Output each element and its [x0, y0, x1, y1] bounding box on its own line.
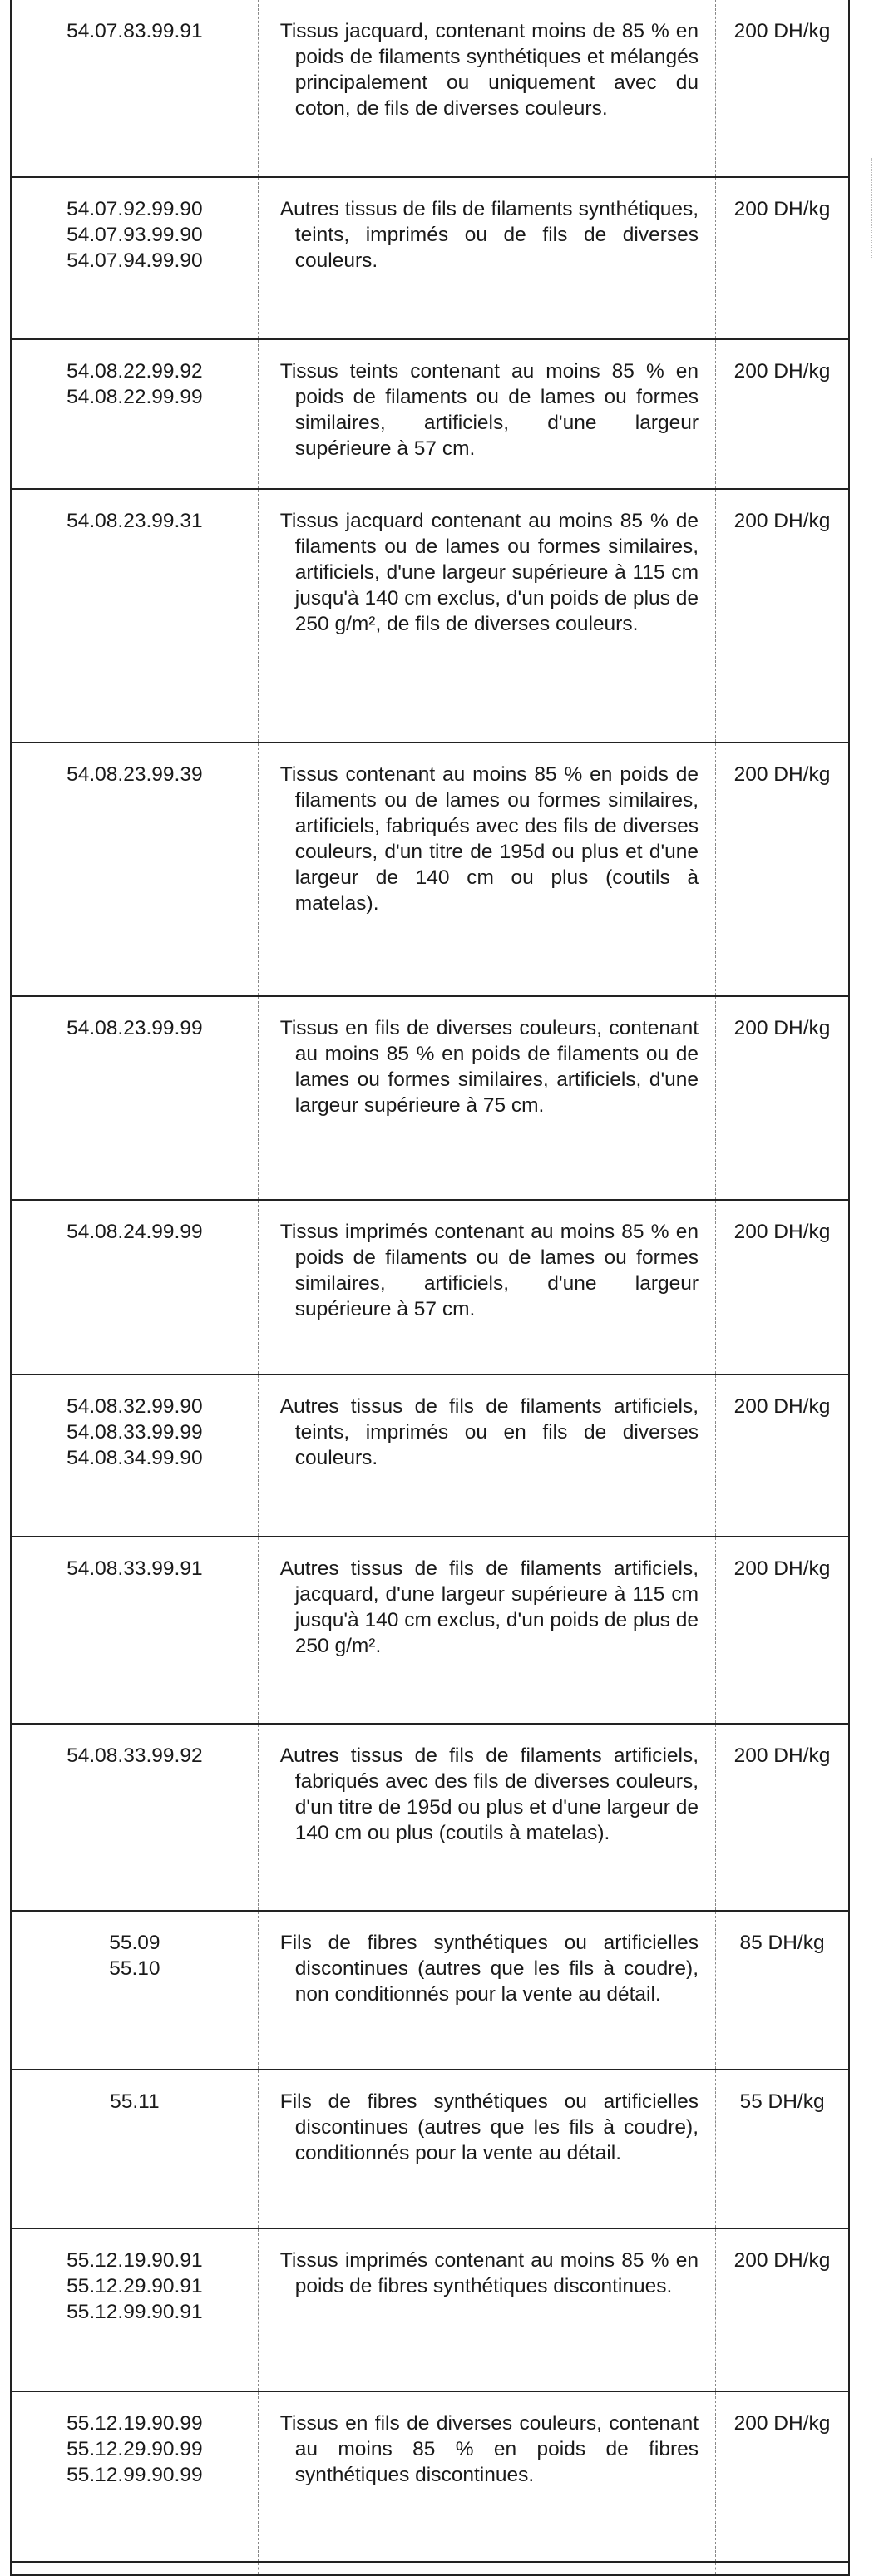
tariff-code-cell — [11, 1200, 258, 1374]
tariff-rate: 200 DH/kg — [733, 510, 831, 532]
tariff-description-cell — [258, 177, 715, 339]
tariff-rate: 200 DH/kg — [733, 2412, 831, 2435]
tariff-table-body — [11, 0, 849, 2575]
tariff-rate-cell — [716, 1724, 849, 1911]
tariff-rate: 200 DH/kg — [733, 1557, 831, 1580]
tariff-code: 55.12.29.90.99 — [67, 2438, 203, 2460]
tariff-code-cell — [11, 2228, 258, 2391]
tariff-code-cell — [11, 1911, 258, 2070]
tariff-code: 54.08.23.99.39 — [67, 763, 203, 786]
tariff-rate-cell — [716, 1911, 849, 2070]
tariff-description: Tissus imprimés contenant au moins 85 % en poids de filaments ou de lames ou formes similaires, artificiels, d'une largeur supérieure à 57 cm. — [279, 1221, 699, 1320]
tariff-code: 54.08.32.99.90 — [67, 1395, 203, 1418]
tariff-code: 54.08.23.99.99 — [67, 1017, 203, 1039]
tariff-description-cell — [258, 1374, 715, 1537]
tariff-code: 54.08.33.99.91 — [67, 1557, 203, 1580]
tariff-rate: 200 DH/kg — [733, 2249, 831, 2272]
tariff-code-cell — [11, 1374, 258, 1537]
tariff-description: Tissus en fils de diverses couleurs, contenant au moins 85 % en poids de filaments ou de lames ou formes similaires, artificiels, d'une largeur supérieure à 75 cm. — [279, 1017, 699, 1117]
tariff-rate: 200 DH/kg — [733, 198, 831, 220]
tariff-table — [10, 0, 850, 2576]
tariff-code: 54.07.92.99.90 — [67, 198, 203, 220]
tariff-page — [10, 0, 850, 2486]
tariff-partial-cell — [258, 2562, 715, 2575]
tariff-code: 54.07.94.99.90 — [67, 249, 203, 272]
tariff-row — [11, 339, 849, 489]
tariff-description: Autres tissus de fils de filaments artificiels, jacquard, d'une largeur supérieure à 115 cm jusqu'à 140 cm exclus, d'un poids de plus de 250 g/m². — [279, 1557, 699, 1657]
tariff-code: 54.07.83.99.91 — [67, 20, 203, 42]
tariff-rate: 85 DH/kg — [739, 1932, 825, 1954]
tariff-rate-cell — [716, 1200, 849, 1374]
tariff-description: Autres tissus de fils de filaments synthétiques, teints, imprimés ou de fils de diverses couleurs. — [279, 198, 699, 272]
tariff-description-cell — [258, 996, 715, 1200]
tariff-code: 54.08.22.99.92 — [67, 360, 203, 382]
tariff-rate-cell — [716, 177, 849, 339]
tariff-rate-cell — [716, 2228, 849, 2391]
tariff-code: 55.12.19.90.99 — [67, 2412, 203, 2435]
tariff-code: 55.09 — [109, 1932, 160, 1954]
tariff-rate: 200 DH/kg — [733, 1221, 831, 1243]
tariff-description-cell — [258, 0, 715, 177]
tariff-rate-cell — [716, 1374, 849, 1537]
tariff-code-cell — [11, 177, 258, 339]
tariff-row — [11, 1374, 849, 1537]
tariff-rate: 200 DH/kg — [733, 1017, 831, 1039]
tariff-partial-cell — [716, 2562, 849, 2575]
tariff-rate-cell — [716, 2391, 849, 2562]
tariff-row — [11, 1911, 849, 2070]
tariff-description: Autres tissus de fils de filaments artificiels, teints, imprimés ou en fils de diverses couleurs. — [279, 1395, 699, 1469]
tariff-rate-cell — [716, 1537, 849, 1724]
tariff-code: 55.12.99.90.91 — [67, 2301, 203, 2323]
tariff-row — [11, 2070, 849, 2228]
tariff-code: 55.11 — [110, 2090, 160, 2113]
tariff-code: 54.08.34.99.90 — [67, 1447, 203, 1469]
tariff-rate-cell — [716, 743, 849, 996]
tariff-rate-cell — [716, 339, 849, 489]
tariff-rate: 200 DH/kg — [733, 1744, 831, 1767]
tariff-description-cell — [258, 2228, 715, 2391]
tariff-description-cell — [258, 1200, 715, 1374]
tariff-row — [11, 489, 849, 743]
tariff-code-cell — [11, 2391, 258, 2562]
tariff-row-partial — [11, 2562, 849, 2575]
tariff-code: 54.08.23.99.31 — [67, 510, 203, 532]
tariff-description-cell — [258, 743, 715, 996]
tariff-code: 54.08.33.99.99 — [67, 1421, 203, 1443]
tariff-code: 55.12.99.90.99 — [67, 2464, 203, 2486]
tariff-description-cell — [258, 2070, 715, 2228]
tariff-partial-cell — [11, 2562, 258, 2575]
tariff-code: 54.08.24.99.99 — [67, 1221, 203, 1243]
tariff-rate: 55 DH/kg — [739, 2090, 825, 2113]
tariff-code-cell — [11, 1537, 258, 1724]
tariff-description: Fils de fibres synthétiques ou artificielles discontinues (autres que les fils à coudre), non conditionnés pour la vente au détail. — [279, 1932, 699, 2006]
tariff-code-cell — [11, 996, 258, 1200]
tariff-rate-cell — [716, 0, 849, 177]
tariff-description-cell — [258, 489, 715, 743]
tariff-code: 55.12.19.90.91 — [67, 2249, 203, 2272]
tariff-description: Tissus imprimés contenant au moins 85 % en poids de fibres synthétiques discontinues. — [279, 2249, 699, 2297]
tariff-row — [11, 996, 849, 1200]
tariff-description: Tissus contenant au moins 85 % en poids de filaments ou de lames ou formes similaires, artificiels, fabriqués avec des fils de diverses couleurs, d'un titre de 195d ou plus et d'une largeur de 140 cm ou plus (coutils à matelas). — [279, 763, 699, 915]
tariff-rate-cell — [716, 2070, 849, 2228]
tariff-code-cell — [11, 339, 258, 489]
tariff-rate: 200 DH/kg — [733, 360, 831, 382]
tariff-description-cell — [258, 1911, 715, 2070]
tariff-row — [11, 177, 849, 339]
tariff-description: Tissus jacquard contenant au moins 85 % de filaments ou de lames ou formes similaires, artificiels, d'une largeur supérieure à 115 cm jusqu'à 140 cm exclus, d'un poids de plus de 250 g/m², de fils de diverses couleurs. — [279, 510, 699, 635]
tariff-code: 54.08.33.99.92 — [67, 1744, 203, 1767]
tariff-code-cell — [11, 743, 258, 996]
tariff-code: 55.10 — [109, 1957, 160, 1980]
tariff-row — [11, 1537, 849, 1724]
tariff-row — [11, 2228, 849, 2391]
tariff-rate: 200 DH/kg — [733, 1395, 831, 1418]
tariff-rate-cell — [716, 489, 849, 743]
tariff-code: 54.08.22.99.99 — [67, 386, 203, 408]
margin-scan-marks — [871, 158, 874, 258]
tariff-description-cell — [258, 1537, 715, 1724]
tariff-rate: 200 DH/kg — [733, 20, 831, 42]
tariff-rate: 200 DH/kg — [733, 763, 831, 786]
tariff-row — [11, 1200, 849, 1374]
tariff-description: Tissus jacquard, contenant moins de 85 % en poids de filaments synthétiques et mélangés principalement ou uniquement avec du coton, de fils de diverses couleurs. — [279, 20, 699, 120]
tariff-code-cell — [11, 0, 258, 177]
tariff-description: Tissus teints contenant au moins 85 % en poids de filaments ou de lames ou formes similaires, artificiels, d'une largeur supérieure à 57 cm. — [279, 360, 699, 460]
tariff-description: Tissus en fils de diverses couleurs, contenant au moins 85 % en poids de fibres synthétiques discontinues. — [279, 2412, 699, 2486]
tariff-description-cell — [258, 1724, 715, 1911]
tariff-code-cell — [11, 1724, 258, 1911]
tariff-row — [11, 1724, 849, 1911]
tariff-row — [11, 0, 849, 177]
tariff-row — [11, 743, 849, 996]
tariff-code-cell — [11, 2070, 258, 2228]
tariff-code-cell — [11, 489, 258, 743]
tariff-code: 55.12.29.90.91 — [67, 2275, 203, 2297]
tariff-rate-cell — [716, 996, 849, 1200]
tariff-description: Fils de fibres synthétiques ou artificielles discontinues (autres que les fils à coudre), conditionnés pour la vente au détail. — [279, 2090, 699, 2164]
tariff-description-cell — [258, 339, 715, 489]
tariff-description: Autres tissus de fils de filaments artificiels, fabriqués avec des fils de diverses couleurs, d'un titre de 195d ou plus et d'une largeur de 140 cm ou plus (coutils à matelas). — [279, 1744, 699, 1844]
tariff-code: 54.07.93.99.90 — [67, 224, 203, 246]
tariff-description-cell — [258, 2391, 715, 2562]
tariff-row — [11, 2391, 849, 2562]
